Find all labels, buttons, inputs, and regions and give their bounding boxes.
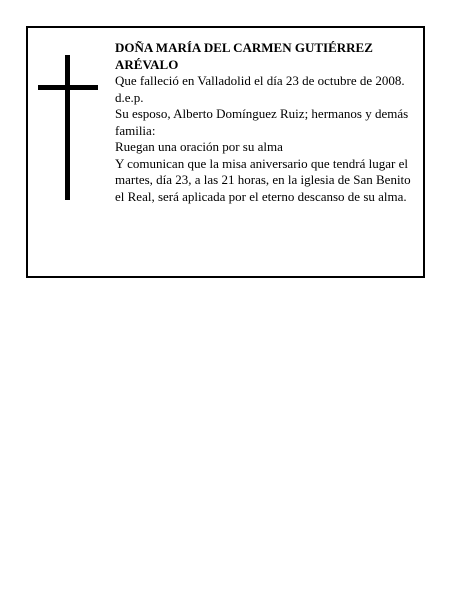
- cross-vertical-bar: [65, 55, 70, 200]
- notice-text: [115, 40, 423, 205]
- mass-announcement: Y comunican que la misa aniversario que tendrá lugar el martes, día 23, a las 21 horas, en la iglesia de San Benito el Real, será aplicada por el eterno descanso de su alma.: [115, 155, 411, 204]
- prayer-request: Ruegan una oración por su alma: [115, 139, 283, 154]
- cross-horizontal-bar: [38, 85, 98, 90]
- cross-icon: [38, 55, 98, 200]
- rip-text: d.e.p.: [115, 89, 144, 105]
- obituary-notice: [26, 26, 425, 278]
- death-announcement: Que falleció en Valladolid el día 23 de octubre de 2008.: [115, 73, 405, 88]
- family-line: Su esposo, Alberto Domínguez Ruiz; hermanos y demás familia:: [115, 106, 409, 138]
- deceased-name: DOÑA MARÍA DEL CARMEN GUTIÉRREZ ARÉVALO: [115, 40, 373, 72]
